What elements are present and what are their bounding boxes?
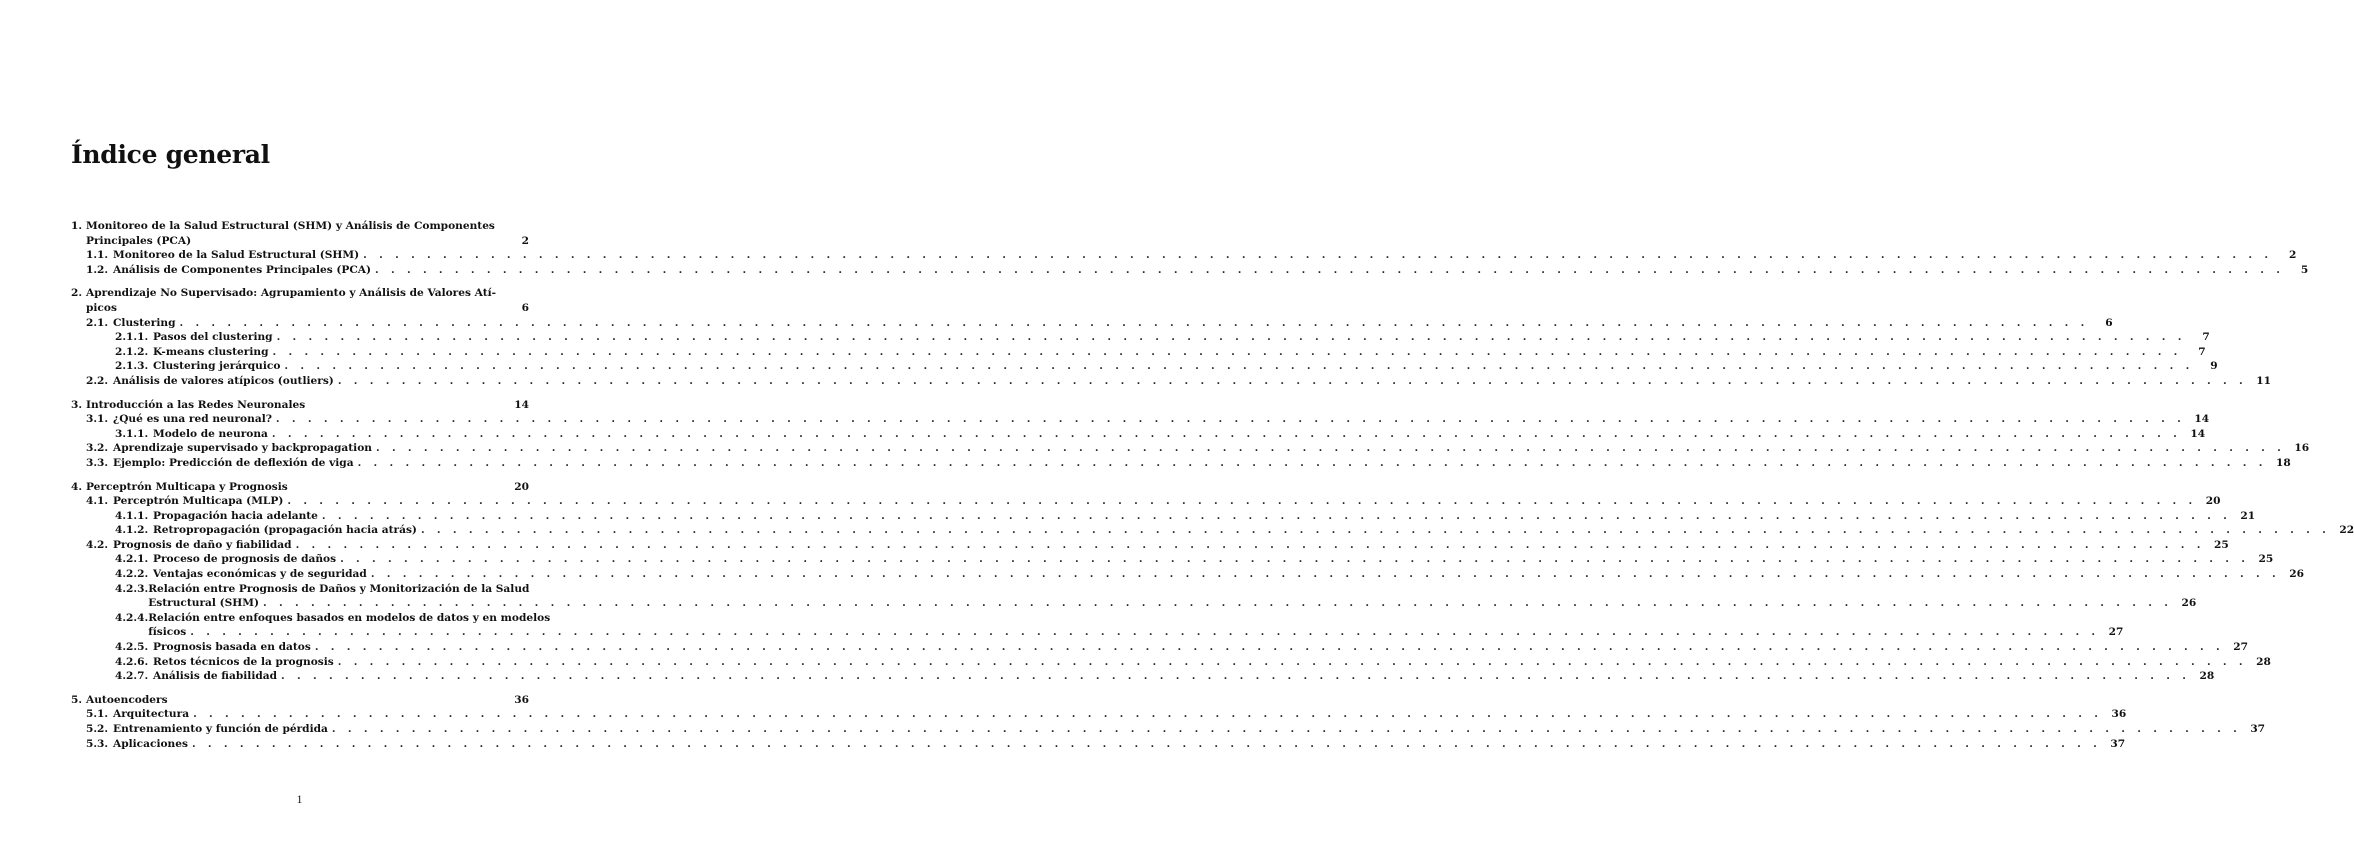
chapter-title-line xyxy=(86,693,529,708)
entry-page-number: 26 xyxy=(2181,597,2197,610)
chapter-number: 2. xyxy=(71,287,83,300)
dot-leader: . . . . . . . . . . . . . . . . . . . . . . . . . . . . . . . . . . . . . . . . . . . . . . . . . . . . . . . . . . . . . . . . . . . . . . . . . . . . . . . . . . . . . . . . . . . . . . . . . . . . . . . . . . . . . . . . . . . . . . . . xyxy=(179,316,2089,329)
entry-number: 4.2.7. xyxy=(115,670,149,683)
entry-line xyxy=(148,582,2153,597)
entry-text: Propagación hacia adelante xyxy=(153,509,318,522)
entry-text: Arquitectura xyxy=(113,708,190,721)
entry-number: 3.3. xyxy=(86,456,109,469)
entry-label xyxy=(86,263,371,278)
entry-label xyxy=(115,552,336,567)
toc-chapter xyxy=(71,480,2354,684)
chapter-title-line xyxy=(86,480,529,495)
entry-text: Pasos del clustering xyxy=(153,331,273,344)
entry-text: Relación entre enfoques basados en modelos de datos y en modelos xyxy=(148,611,551,624)
entry-label xyxy=(115,345,269,360)
entry-page-number: 37 xyxy=(2250,723,2266,735)
entry-number: 5.1. xyxy=(86,708,109,721)
entry-text-block xyxy=(148,582,2197,611)
entry-page-number: 9 xyxy=(2210,360,2218,373)
entry-label xyxy=(115,427,268,442)
entry-number: 4.2.3. xyxy=(115,582,149,595)
chapter-title-text: Principales (PCA) xyxy=(86,234,192,247)
entry-label xyxy=(115,655,334,670)
dot-leader: . . . . . . . . . . . . . . . . . . . . . . . . . . . . . . . . . . . . . . . . . . . . . . . . . . . . . . . . . . . . . . . . . . . . . . . . . . . . . . . . . . . . . . . . . . . . . . . . . . . . . . . . . . . . . . . . . . . . . . . . xyxy=(321,509,2232,522)
entry-page-number: 22 xyxy=(2339,524,2354,537)
entry-label xyxy=(86,538,292,553)
entry-page-number: 36 xyxy=(2111,708,2127,721)
dot-leader: . . . . . . . . . . . . . . . . . . . . . . . . . . . . . . . . . . . . . . . . . . . . . . . . . . . . . . . . . . . . . . . . . . . . . . . . . . . . . . . . . . . . . . . . . . . . . . . . . . . . . . . . . . . . . . . . . . . . . . . . xyxy=(295,538,2205,551)
dot-leader: . . . . . . . . . . . . . . . . . . . . . . . . . . . . . . . . . . . . . . . . . . . . . . . . . . . . . . . . . . . . . . . . . . . . . . . . . . . . . . . . . . . . . . . . . . . . . . . . . . . . . . . . . . . . . . . . . . . . . . . . xyxy=(370,568,2280,581)
chapter-title xyxy=(86,693,529,708)
entry-number: 2.1.3. xyxy=(115,360,149,373)
entry-label xyxy=(115,640,311,655)
entry-page-number: 18 xyxy=(2276,456,2291,469)
entry-page-number: 27 xyxy=(2233,641,2248,654)
chapter-title-text: Introducción a las Redes Neuronales xyxy=(86,398,306,411)
entry-label xyxy=(86,456,354,471)
entry-page-number: 14 xyxy=(2190,427,2206,440)
entry-text: Clustering xyxy=(113,316,176,329)
entry-label xyxy=(86,374,334,389)
dot-leader: . . . . . . . . . . . . . . . . . . . . . . . . . . . . . . . . . . . . . . . . . . . . . . . . . . . . . . . . . . . . . . . . . . . . . . . . . . . . . . . . . . . . . . . . . . . . . . . . . . . . . . . . . . . . . . . . . . . . . . . . xyxy=(193,708,2103,721)
page-title: Índice general xyxy=(71,140,270,169)
entry-text: Prognosis basada en datos xyxy=(153,641,311,654)
entry-line xyxy=(148,625,2123,640)
toc-entry[interactable] xyxy=(71,509,2256,524)
entry-page-number: 20 xyxy=(2205,495,2221,508)
chapter-number: 4. xyxy=(71,480,83,493)
entry-page-number: 28 xyxy=(2256,655,2271,668)
entry-number: 4.1.2. xyxy=(115,524,149,537)
chapter-title xyxy=(86,480,529,495)
entry-text: Análisis de valores atípicos (outliers) xyxy=(113,374,334,387)
chapter-title-text: Perceptrón Multicapa y Prognosis xyxy=(86,480,288,493)
dot-leader: . . . . . . . . . . . . . . . . . . . . . . . . . . . . . . . . . . . . . . . . . . . . . . . . . . . . . . . . . . . . . . . . . . . . . . . . . . . . . . . . . . . . . . . . . . . . . . . . . . . . . . . . . . . . . . . . . . . . . . . . xyxy=(272,345,2182,358)
toc-entry[interactable] xyxy=(71,330,2210,345)
entry-page-number: 25 xyxy=(2258,553,2274,566)
entry-number: 2.1.2. xyxy=(115,345,149,358)
dot-leader: . . . . . . . . . . . . . . . . . . . . . . . . . . . . . . . . . . . . . . . . . . . . . . . . . . . . . . . . . . . . . . . . . . . . . . . . . . . . . . . . . . . . . . . . . . . . . . . . . . . . . . . . . . . . . . . . . . . . . . . . xyxy=(284,360,2194,373)
entry-label xyxy=(86,722,328,737)
entry-page-number: 25 xyxy=(2214,538,2229,551)
entry-number: 5.2. xyxy=(86,723,109,735)
chapter-page-number: 14 xyxy=(514,398,529,411)
chapter-title-line xyxy=(86,219,529,234)
dot-leader: . . . . . . . . . . . . . . . . . . . . . . . . . . . . . . . . . . . . . . . . . . . . . . . . . . . . . . . . . . . . . . . . . . . . . . . . . . . . . . . . . . . . . . . . . . . . . . . . . . . . . . . . . . . . . . . . . . . . . . . . xyxy=(375,442,2286,455)
dot-leader: . . . . . . . . . . . . . . . . . . . . . . . . . . . . . . . . . . . . . . . . . . . . . . . . . . . . . . . . . . . . . . . . . . . . . . . . . . . . . . . . . . . . . . . . . . . . . . . . . . . . . . . . . . . . . . . . . . . . . . . . xyxy=(263,597,2173,610)
entry-number: 4.2. xyxy=(86,538,109,551)
entry-text: Relación entre Prognosis de Daños y Monitorización de la Salud xyxy=(148,582,530,595)
toc-entry[interactable] xyxy=(71,359,2218,374)
entry-text: Aprendizaje supervisado y backpropagation xyxy=(113,442,372,455)
entry-page-number: 5 xyxy=(2300,263,2309,276)
toc-entry[interactable] xyxy=(71,640,2248,655)
entry-label xyxy=(86,316,175,331)
entry-text: Análisis de Componentes Principales (PCA) xyxy=(113,263,372,276)
dot-leader: . . . . . . . . . . . . . . . . . . . . . . . . . . . . . . . . . . . . . . . . . . . . . . . . . . . . . . . . . . . . . . . . . . . . . . . . . . . . . . . . . . . . . . . . . . . . . . . . . . . . . . . . . . . . . . . . . . . . . . . . xyxy=(190,626,2100,639)
toc-entry[interactable] xyxy=(71,374,2271,389)
dot-leader: . . . . . . . . . . . . . . . . . . . . . . . . . . . . . . . . . . . . . . . . . . . . . . . . . . . . . . . . . . . . . . . . . . . . . . . . . . . . . . . . . . . . . . . . . . . . . . . . . . . . . . . . . . . . . . . . . . . . . . . . xyxy=(191,737,2102,750)
page-number: 1 xyxy=(296,794,303,806)
toc-chapter-heading[interactable] xyxy=(71,286,529,315)
toc-chapter-heading[interactable] xyxy=(71,480,529,495)
toc-entry[interactable] xyxy=(71,456,2291,471)
entry-label xyxy=(86,248,359,263)
entry-label xyxy=(115,669,277,684)
entry-number: 1.1. xyxy=(86,249,109,262)
entry-text: Modelo de neurona xyxy=(153,427,268,440)
entry-text: Aplicaciones xyxy=(113,737,188,750)
chapter-title xyxy=(86,398,529,413)
chapter-title-text: Aprendizaje No Supervisado: Agrupamiento y Análisis de Valores Atí- xyxy=(86,287,497,300)
entry-label xyxy=(115,509,318,524)
entry-page-number: 11 xyxy=(2256,374,2271,387)
toc-entry[interactable] xyxy=(71,655,2271,670)
entry-page-number: 26 xyxy=(2289,568,2304,581)
toc-entry[interactable] xyxy=(71,345,2206,360)
entry-text: Prognosis de daño y fiabilidad xyxy=(113,538,292,551)
entry-text: Proceso de prognosis de daños xyxy=(153,553,337,566)
toc-chapter-heading[interactable] xyxy=(71,219,529,248)
chapter-page-number: 36 xyxy=(514,693,529,706)
toc-chapter xyxy=(71,693,2266,751)
entry-page-number: 16 xyxy=(2294,442,2310,455)
toc-chapter xyxy=(71,219,2309,277)
entry-line xyxy=(148,611,2123,626)
dot-leader: . . . . . . . . . . . . . . . . . . . . . . . . . . . . . . . . . . . . . . . . . . . . . . . . . . . . . . . . . . . . . . . . . . . . . . . . . . . . . . . . . . . . . . . . . . . . . . . . . . . . . . . . . . . . . . . . . . . . . . . . xyxy=(337,374,2247,387)
toc-chapter-heading[interactable] xyxy=(71,398,529,413)
entry-number: 2.2. xyxy=(86,374,109,387)
entry-page-number: 2 xyxy=(2288,249,2297,262)
entry-label xyxy=(115,359,280,374)
entry-label xyxy=(86,707,189,722)
entry-text: Monitoreo de la Salud Estructural (SHM) xyxy=(113,249,360,262)
chapter-page-number: 6 xyxy=(521,301,529,314)
dot-leader: . . . . . . . . . . . . . . . . . . . . . . . . . . . . . . . . . . . . . . . . . . . . . . . . . . . . . . . . . . . . . . . . . . . . . . . . . . . . . . . . . . . . . . . . . . . . . . . . . . . . . . . . . . . . . . . . . . . . . . . . xyxy=(340,553,2250,566)
chapter-title-line xyxy=(86,234,529,249)
entry-number: 5.3. xyxy=(86,737,109,750)
dot-leader: . . . . . . . . . . . . . . . . . . . . . . . . . . . . . . . . . . . . . . . . . . . . . . . . . . . . . . . . . . . . . . . . . . . . . . . . . . . . . . . . . . . . . . . . . . . . . . . . . . . . . . . . . . . . . . . . . . . . . . . . xyxy=(287,495,2197,508)
dot-leader: . . . . . . . . . . . . . . . . . . . . . . . . . . . . . . . . . . . . . . . . . . . . . . . . . . . . . . . . . . . . . . . . . . . . . . . . . . . . . . . . . . . . . . . . . . . . . . . . . . . . . . . . . . . . . . . . . . . . . . . . xyxy=(363,249,2273,262)
dot-leader: . . . . . . . . . . . . . . . . . . . . . . . . . . . . . . . . . . . . . . . . . . . . . . . . . . . . . . . . . . . . . . . . . . . . . . . . . . . . . . . . . . . . . . . . . . . . . . . . . . . . . . . . . . . . . . . . . . . . . . . . xyxy=(420,524,2331,537)
toc-entry[interactable] xyxy=(71,611,2124,640)
entry-number: 4.2.1. xyxy=(115,553,149,566)
toc-chapter xyxy=(71,398,2310,471)
toc-entry[interactable] xyxy=(71,441,2310,456)
entry-page-number: 7 xyxy=(2202,331,2210,344)
entry-number: 4.2.5. xyxy=(115,641,149,654)
dot-leader: . . . . . . . . . . . . . . . . . . . . . . . . . . . . . . . . . . . . . . . . . . . . . . . . . . . . . . . . . . . . . . . . . . . . . . . . . . . . . . . . . . . . . . . . . . . . . . . . . . . . . . . . . . . . . . . . . . . . . . . . xyxy=(281,670,2191,683)
entry-text: Estructural (SHM) xyxy=(148,597,260,610)
entry-number: 1.2. xyxy=(86,263,109,276)
toc-entry[interactable] xyxy=(71,707,2127,722)
chapter-title-line xyxy=(86,398,529,413)
toc-entry[interactable] xyxy=(71,737,2126,752)
entry-text: Ventajas económicas y de seguridad xyxy=(153,568,367,581)
entry-text: Perceptrón Multicapa (MLP) xyxy=(113,495,284,508)
toc-entry[interactable] xyxy=(71,567,2304,582)
chapter-title-text: Monitoreo de la Salud Estructural (SHM) y Análisis de Componentes xyxy=(86,220,495,232)
entry-page-number: 27 xyxy=(2108,626,2124,639)
entry-page-number: 6 xyxy=(2105,316,2113,329)
toc-chapter-heading[interactable] xyxy=(71,693,529,708)
chapter-title-text: Autoencoders xyxy=(86,693,168,706)
chapter-number: 1. xyxy=(71,220,83,232)
toc-entry[interactable] xyxy=(71,248,2297,263)
chapter-title-text: picos xyxy=(86,301,117,314)
dot-leader: . . . . . . . . . . . . . . . . . . . . . . . . . . . . . . . . . . . . . . . . . . . . . . . . . . . . . . . . . . . . . . . . . . . . . . . . . . . . . . . . . . . . . . . . . . . . . . . . . . . . . . . . . . . . . . . . . . . . . . . . xyxy=(275,413,2186,426)
entry-label xyxy=(86,412,272,427)
entry-text: K-means clustering xyxy=(153,345,269,358)
entry-page-number: 21 xyxy=(2240,509,2256,522)
dot-leader: . . . . . . . . . . . . . . . . . . . . . . . . . . . . . . . . . . . . . . . . . . . . . . . . . . . . . . . . . . . . . . . . . . . . . . . . . . . . . . . . . . . . . . . . . . . . . . . . . . . . . . . . . . . . . . . . . . . . . . . . xyxy=(357,456,2267,469)
toc-entry[interactable] xyxy=(71,316,2113,331)
table-of-contents xyxy=(71,219,2354,751)
entry-text: Análisis de fiabilidad xyxy=(153,670,278,683)
entry-number: 2.1. xyxy=(86,316,109,329)
entry-number: 4.1. xyxy=(86,495,109,508)
entry-label xyxy=(86,441,372,456)
toc-entry[interactable] xyxy=(71,427,2206,442)
entry-page-number: 7 xyxy=(2198,345,2206,358)
dot-leader: . . . . . . . . . . . . . . . . . . . . . . . . . . . . . . . . . . . . . . . . . . . . . . . . . . . . . . . . . . . . . . . . . . . . . . . . . . . . . . . . . . . . . . . . . . . . . . . . . . . . . . . . . . . . . . . . . . . . . . . . xyxy=(314,641,2224,654)
entry-text: Retropropagación (propagación hacia atrás) xyxy=(153,524,417,537)
entry-number: 3.1. xyxy=(86,413,109,426)
dot-leader: . . . . . . . . . . . . . . . . . . . . . . . . . . . . . . . . . . . . . . . . . . . . . . . . . . . . . . . . . . . . . . . . . . . . . . . . . . . . . . . . . . . . . . . . . . . . . . . . . . . . . . . . . . . . . . . . . . . . . . . . xyxy=(271,427,2182,440)
toc-entry[interactable] xyxy=(71,669,2215,684)
entry-label xyxy=(86,494,283,509)
toc-entry[interactable] xyxy=(71,263,2309,278)
toc-entry[interactable] xyxy=(71,494,2221,509)
dot-leader: . . . . . . . . . . . . . . . . . . . . . . . . . . . . . . . . . . . . . . . . . . . . . . . . . . . . . . . . . . . . . . . . . . . . . . . . . . . . . . . . . . . . . . . . . . . . . . . . . . . . . . . . . . . . . . . . . . . . . . . . xyxy=(375,263,2285,276)
toc-entry[interactable] xyxy=(71,582,2197,611)
entry-label xyxy=(86,737,188,752)
chapter-title-line xyxy=(86,286,529,301)
toc-entry[interactable] xyxy=(71,722,2266,737)
entry-label xyxy=(115,567,367,582)
entry-number: 4.2.2. xyxy=(115,568,149,581)
entry-number: 4.2.4. xyxy=(115,611,149,624)
entry-text: físicos xyxy=(148,626,187,639)
entry-number: 4.2.6. xyxy=(115,655,149,668)
entry-text: ¿Qué es una red neuronal? xyxy=(113,413,272,426)
chapter-page-number: 20 xyxy=(514,480,529,493)
entry-label xyxy=(115,523,417,538)
toc-entry[interactable] xyxy=(71,412,2210,427)
entry-text: Ejemplo: Predicción de deflexión de viga xyxy=(113,456,354,469)
entry-text: Retos técnicos de la prognosis xyxy=(153,655,334,668)
entry-number: 2.1.1. xyxy=(115,331,149,344)
chapter-title xyxy=(86,219,529,248)
toc-chapter xyxy=(71,286,2271,388)
toc-entry[interactable] xyxy=(71,552,2274,567)
entry-text: Clustering jerárquico xyxy=(153,360,281,373)
toc-entry[interactable] xyxy=(71,538,2229,553)
entry-page-number: 28 xyxy=(2199,670,2215,683)
chapter-page-number: 2 xyxy=(521,234,529,247)
entry-number: 4.1.1. xyxy=(115,509,149,522)
entry-text-block xyxy=(148,611,2123,640)
entry-number: 3.1.1. xyxy=(115,427,149,440)
dot-leader: . . . . . . . . . . . . . . . . . . . . . . . . . . . . . . . . . . . . . . . . . . . . . . . . . . . . . . . . . . . . . . . . . . . . . . . . . . . . . . . . . . . . . . . . . . . . . . . . . . . . . . . . . . . . . . . . . . . . . . . . xyxy=(276,331,2186,344)
entry-number: 3.2. xyxy=(86,442,109,455)
chapter-title xyxy=(86,286,529,315)
chapter-number: 3. xyxy=(71,398,83,411)
entry-text: Entrenamiento y función de pérdida xyxy=(113,723,328,735)
dot-leader: . . . . . . . . . . . . . . . . . . . . . . . . . . . . . . . . . . . . . . . . . . . . . . . . . . . . . . . . . . . . . . . . . . . . . . . . . . . . . . . . . . . . . . . . . . . . . . . . . . . . . . . . . . . . . . . . . . . . . . . . xyxy=(337,655,2247,668)
entry-page-number: 37 xyxy=(2110,737,2126,750)
dot-leader: . . . . . . . . . . . . . . . . . . . . . . . . . . . . . . . . . . . . . . . . . . . . . . . . . . . . . . . . . . . . . . . . . . . . . . . . . . . . . . . . . . . . . . . . . . . . . . . . . . . . . . . . . . . . . . . . . . . . . . . . xyxy=(331,723,2242,735)
toc-entry[interactable] xyxy=(71,523,2354,538)
entry-page-number: 14 xyxy=(2194,413,2210,426)
chapter-title-line xyxy=(86,301,529,316)
chapter-number: 5. xyxy=(71,693,83,706)
entry-label xyxy=(115,330,273,345)
entry-line xyxy=(148,596,2197,611)
